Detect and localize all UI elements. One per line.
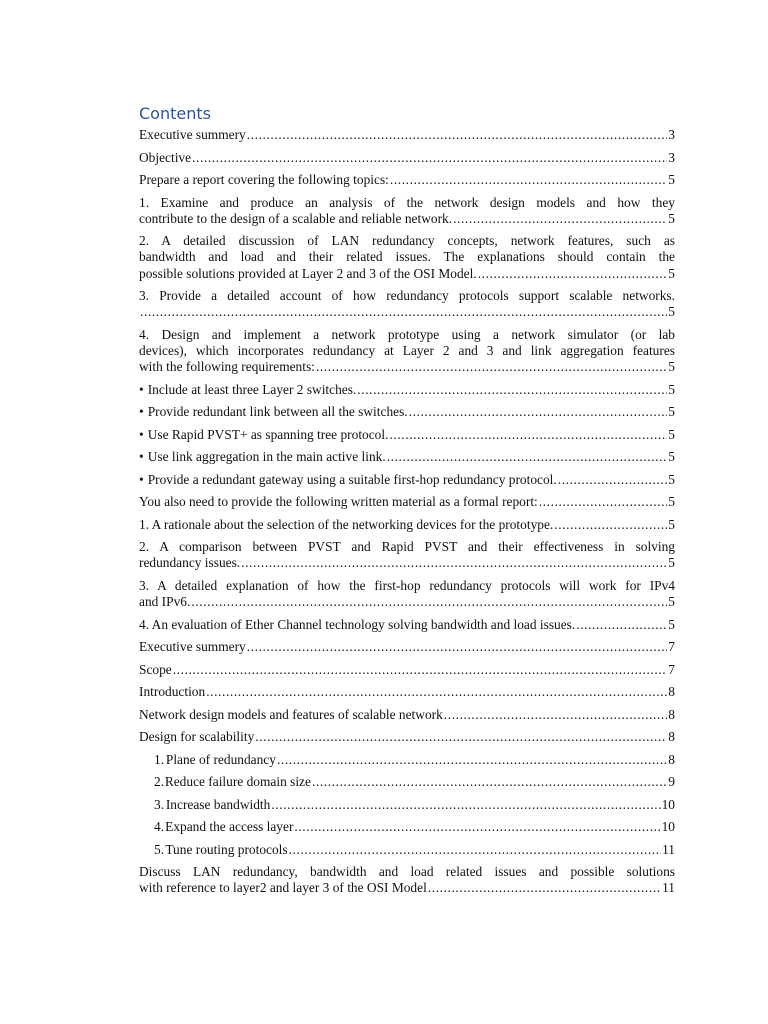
toc-leader-dots xyxy=(312,774,667,790)
toc-page-number: 8 xyxy=(668,751,675,767)
toc-page-number: 5 xyxy=(668,172,675,187)
bullet-icon: • xyxy=(139,471,144,487)
toc-entry-text: with the following requirements: xyxy=(139,359,315,375)
toc-entry-text: Prepare a report covering the following topics: xyxy=(139,172,389,187)
toc-page-number: 5 xyxy=(668,449,675,465)
toc-list xyxy=(139,127,675,897)
toc-leader-dots xyxy=(277,752,667,768)
toc-page-number: 5 xyxy=(668,471,675,487)
toc-page-number: 7 xyxy=(668,661,675,677)
toc-entry-number: 2. xyxy=(154,774,165,790)
toc-entry-last-line xyxy=(139,359,675,375)
toc-leader-dots xyxy=(191,594,667,610)
toc-title: Contents xyxy=(139,104,211,123)
toc-entry-text: Use Rapid PVST+ as spanning tree protocol. xyxy=(147,426,389,442)
toc-entry-text: 4. An evaluation of Ether Channel technology solving bandwidth and load issues. xyxy=(139,616,576,632)
toc-entry[interactable] xyxy=(139,864,675,896)
toc-entry-text: Increase bandwidth xyxy=(165,796,271,812)
toc-leader-dots xyxy=(428,880,661,896)
toc-entry-text: with reference to layer2 and layer 3 of the OSI Model xyxy=(139,880,427,896)
toc-leader-dots xyxy=(289,842,661,858)
toc-page-number: 5 xyxy=(668,494,675,510)
toc-entry-text: Tune routing protocols xyxy=(165,841,288,857)
toc-leader-dots xyxy=(192,150,667,166)
toc-entry[interactable] xyxy=(139,494,675,510)
toc-subentry[interactable] xyxy=(139,797,675,813)
toc-leader-dots xyxy=(247,127,668,143)
toc-page-number: 5 xyxy=(668,210,675,226)
toc-page-number: 11 xyxy=(662,880,675,896)
toc-page-number: 5 xyxy=(668,359,675,375)
toc-page-number: 7 xyxy=(668,639,675,655)
toc-entry-text-line: 2. A comparison between PVST and Rapid PVST and their effectiveness in solving xyxy=(139,539,675,555)
toc-leader-dots xyxy=(390,172,667,188)
toc-entry-last-line xyxy=(139,211,675,227)
toc-entry-text: Provide redundant link between all the switches. xyxy=(147,404,408,420)
toc-page-number: 5 xyxy=(668,265,675,281)
toc-bullet-entry[interactable] xyxy=(139,427,675,443)
toc-subentry[interactable] xyxy=(139,752,675,768)
bullet-icon: • xyxy=(139,426,144,442)
toc-leader-dots xyxy=(316,359,667,375)
toc-entry-text-line: 2. A detailed discussion of LAN redundancy concepts, network features, such as xyxy=(139,233,675,249)
toc-entry[interactable] xyxy=(139,233,675,282)
toc-entry[interactable] xyxy=(139,195,675,227)
toc-page-number: 5 xyxy=(668,616,675,632)
toc-entry-text-line: Discuss LAN redundancy, bandwidth and load related issues and possible solutions xyxy=(139,864,675,880)
toc-entry-text-line: 3. A detailed explanation of how the first-hop redundancy protocols will work for IPv4 xyxy=(139,577,675,593)
toc-entry[interactable] xyxy=(139,288,675,320)
toc-leader-dots xyxy=(140,304,667,320)
toc-page-number: 8 xyxy=(668,684,675,700)
toc-page-number: 11 xyxy=(662,841,675,857)
toc-subentry[interactable] xyxy=(139,842,675,858)
toc-leader-dots xyxy=(453,211,667,227)
toc-entry[interactable] xyxy=(139,617,675,633)
toc-leader-dots xyxy=(206,684,667,700)
toc-entry-text: redundancy issues. xyxy=(139,555,241,571)
toc-page-number: 5 xyxy=(668,594,675,610)
toc-entry-text: possible solutions provided at Layer 2 and 3 of the OSI Model. xyxy=(139,265,477,281)
toc-leader-dots xyxy=(444,707,668,723)
toc-entry-text: contribute to the design of a scalable and reliable network. xyxy=(139,210,453,226)
toc-entry-text-line: 3. Provide a detailed account of how redundancy protocols support scalable networks. xyxy=(139,288,675,304)
toc-leader-dots xyxy=(294,819,660,835)
toc-entry[interactable] xyxy=(139,327,675,376)
toc-entry-text: and IPv6. xyxy=(139,594,191,610)
toc-page-number: 5 xyxy=(668,304,675,320)
toc-entry-text: You also need to provide the following written material as a formal report: xyxy=(139,494,538,510)
toc-entry[interactable] xyxy=(139,707,675,723)
toc-entry-text: Plane of redundancy xyxy=(165,751,276,767)
toc-bullet-entry[interactable] xyxy=(139,404,675,420)
toc-entry-last-line xyxy=(139,304,675,320)
toc-page-number: 5 xyxy=(668,516,675,532)
toc-entry-text: Design for scalability xyxy=(139,729,255,745)
toc-subentry[interactable] xyxy=(139,774,675,790)
toc-bullet-entry[interactable] xyxy=(139,382,675,398)
toc-entry[interactable] xyxy=(139,539,675,571)
toc-leader-dots xyxy=(389,427,667,443)
toc-entry[interactable] xyxy=(139,172,675,188)
toc-entry-text: Scope xyxy=(139,661,172,677)
toc-entry-number: 1. xyxy=(154,751,165,767)
toc-page-number: 8 xyxy=(668,706,675,722)
toc-page-number: 3 xyxy=(668,149,675,165)
toc-entry-text: Expand the access layer xyxy=(165,819,294,835)
toc-entry-text: Provide a redundant gateway using a suitable first-hop redundancy protocol. xyxy=(147,471,557,487)
bullet-icon: • xyxy=(139,404,144,420)
toc-bullet-entry[interactable] xyxy=(139,449,675,465)
toc-entry-text: Executive summery xyxy=(139,127,246,142)
toc-leader-dots xyxy=(478,266,668,282)
toc-entry-text: Network design models and features of scalable network xyxy=(139,706,443,722)
toc-leader-dots xyxy=(576,617,667,633)
toc-page-number: 5 xyxy=(668,404,675,420)
toc-entry-last-line xyxy=(139,594,675,610)
toc-leader-dots xyxy=(271,797,660,813)
toc-entry-number: 4. xyxy=(154,819,165,835)
toc-page-number: 5 xyxy=(668,555,675,571)
toc-leader-dots xyxy=(387,449,668,465)
toc-entry-number: 3. xyxy=(154,796,165,812)
toc-entry[interactable] xyxy=(139,662,675,678)
toc-leader-dots xyxy=(558,472,668,488)
toc-page-number: 10 xyxy=(661,796,675,812)
toc-leader-dots xyxy=(554,517,667,533)
toc-entry-text: Include at least three Layer 2 switches. xyxy=(147,381,357,397)
toc-leader-dots xyxy=(357,382,667,398)
toc-entry-last-line xyxy=(139,555,675,571)
toc-entry[interactable] xyxy=(139,729,675,745)
toc-bullet-entry[interactable] xyxy=(139,472,675,488)
toc-page xyxy=(139,104,675,903)
toc-entry-number: 5. xyxy=(154,841,165,857)
toc-entry[interactable] xyxy=(139,517,675,533)
bullet-icon: • xyxy=(139,381,144,397)
toc-entry[interactable] xyxy=(139,578,675,610)
toc-entry[interactable] xyxy=(139,127,675,143)
toc-entry-text: Objective xyxy=(139,149,192,165)
toc-page-number: 5 xyxy=(668,426,675,442)
toc-entry-text: Reduce failure domain size xyxy=(164,774,311,790)
toc-page-number: 10 xyxy=(661,819,675,835)
toc-leader-dots xyxy=(173,662,668,678)
toc-entry[interactable] xyxy=(139,150,675,166)
toc-page-number: 3 xyxy=(668,127,675,142)
toc-leader-dots xyxy=(409,404,668,420)
toc-entry-text-line: 4. Design and implement a network prototype using a network simulator (or lab xyxy=(139,326,675,342)
toc-entry-text: Introduction xyxy=(139,684,206,700)
toc-page-number: 5 xyxy=(668,381,675,397)
toc-page-number: 9 xyxy=(668,774,675,790)
toc-entry-text-line: 1. Examine and produce an analysis of the network design models and how they xyxy=(139,194,675,210)
toc-entry-text: Executive summery xyxy=(139,639,246,655)
toc-entry-last-line xyxy=(139,266,675,282)
toc-leader-dots xyxy=(539,494,668,510)
toc-leader-dots xyxy=(241,555,667,571)
toc-entry[interactable] xyxy=(139,684,675,700)
toc-entry[interactable] xyxy=(139,639,675,655)
toc-entry-text: 1. A rationale about the selection of the networking devices for the prototype. xyxy=(139,516,554,532)
toc-entry-text: Use link aggregation in the main active link. xyxy=(147,449,386,465)
toc-page-number: 8 xyxy=(668,729,675,745)
toc-leader-dots xyxy=(247,639,668,655)
toc-leader-dots xyxy=(255,729,667,745)
toc-entry-text-line: devices), which incorporates redundancy at Layer 2 and 3 and link aggregation features xyxy=(139,343,675,359)
toc-entry-last-line xyxy=(139,880,675,896)
toc-subentry[interactable] xyxy=(139,819,675,835)
bullet-icon: • xyxy=(139,449,144,465)
toc-entry-text-line: bandwidth and load and their related issues. The explanations should contain the xyxy=(139,249,675,265)
